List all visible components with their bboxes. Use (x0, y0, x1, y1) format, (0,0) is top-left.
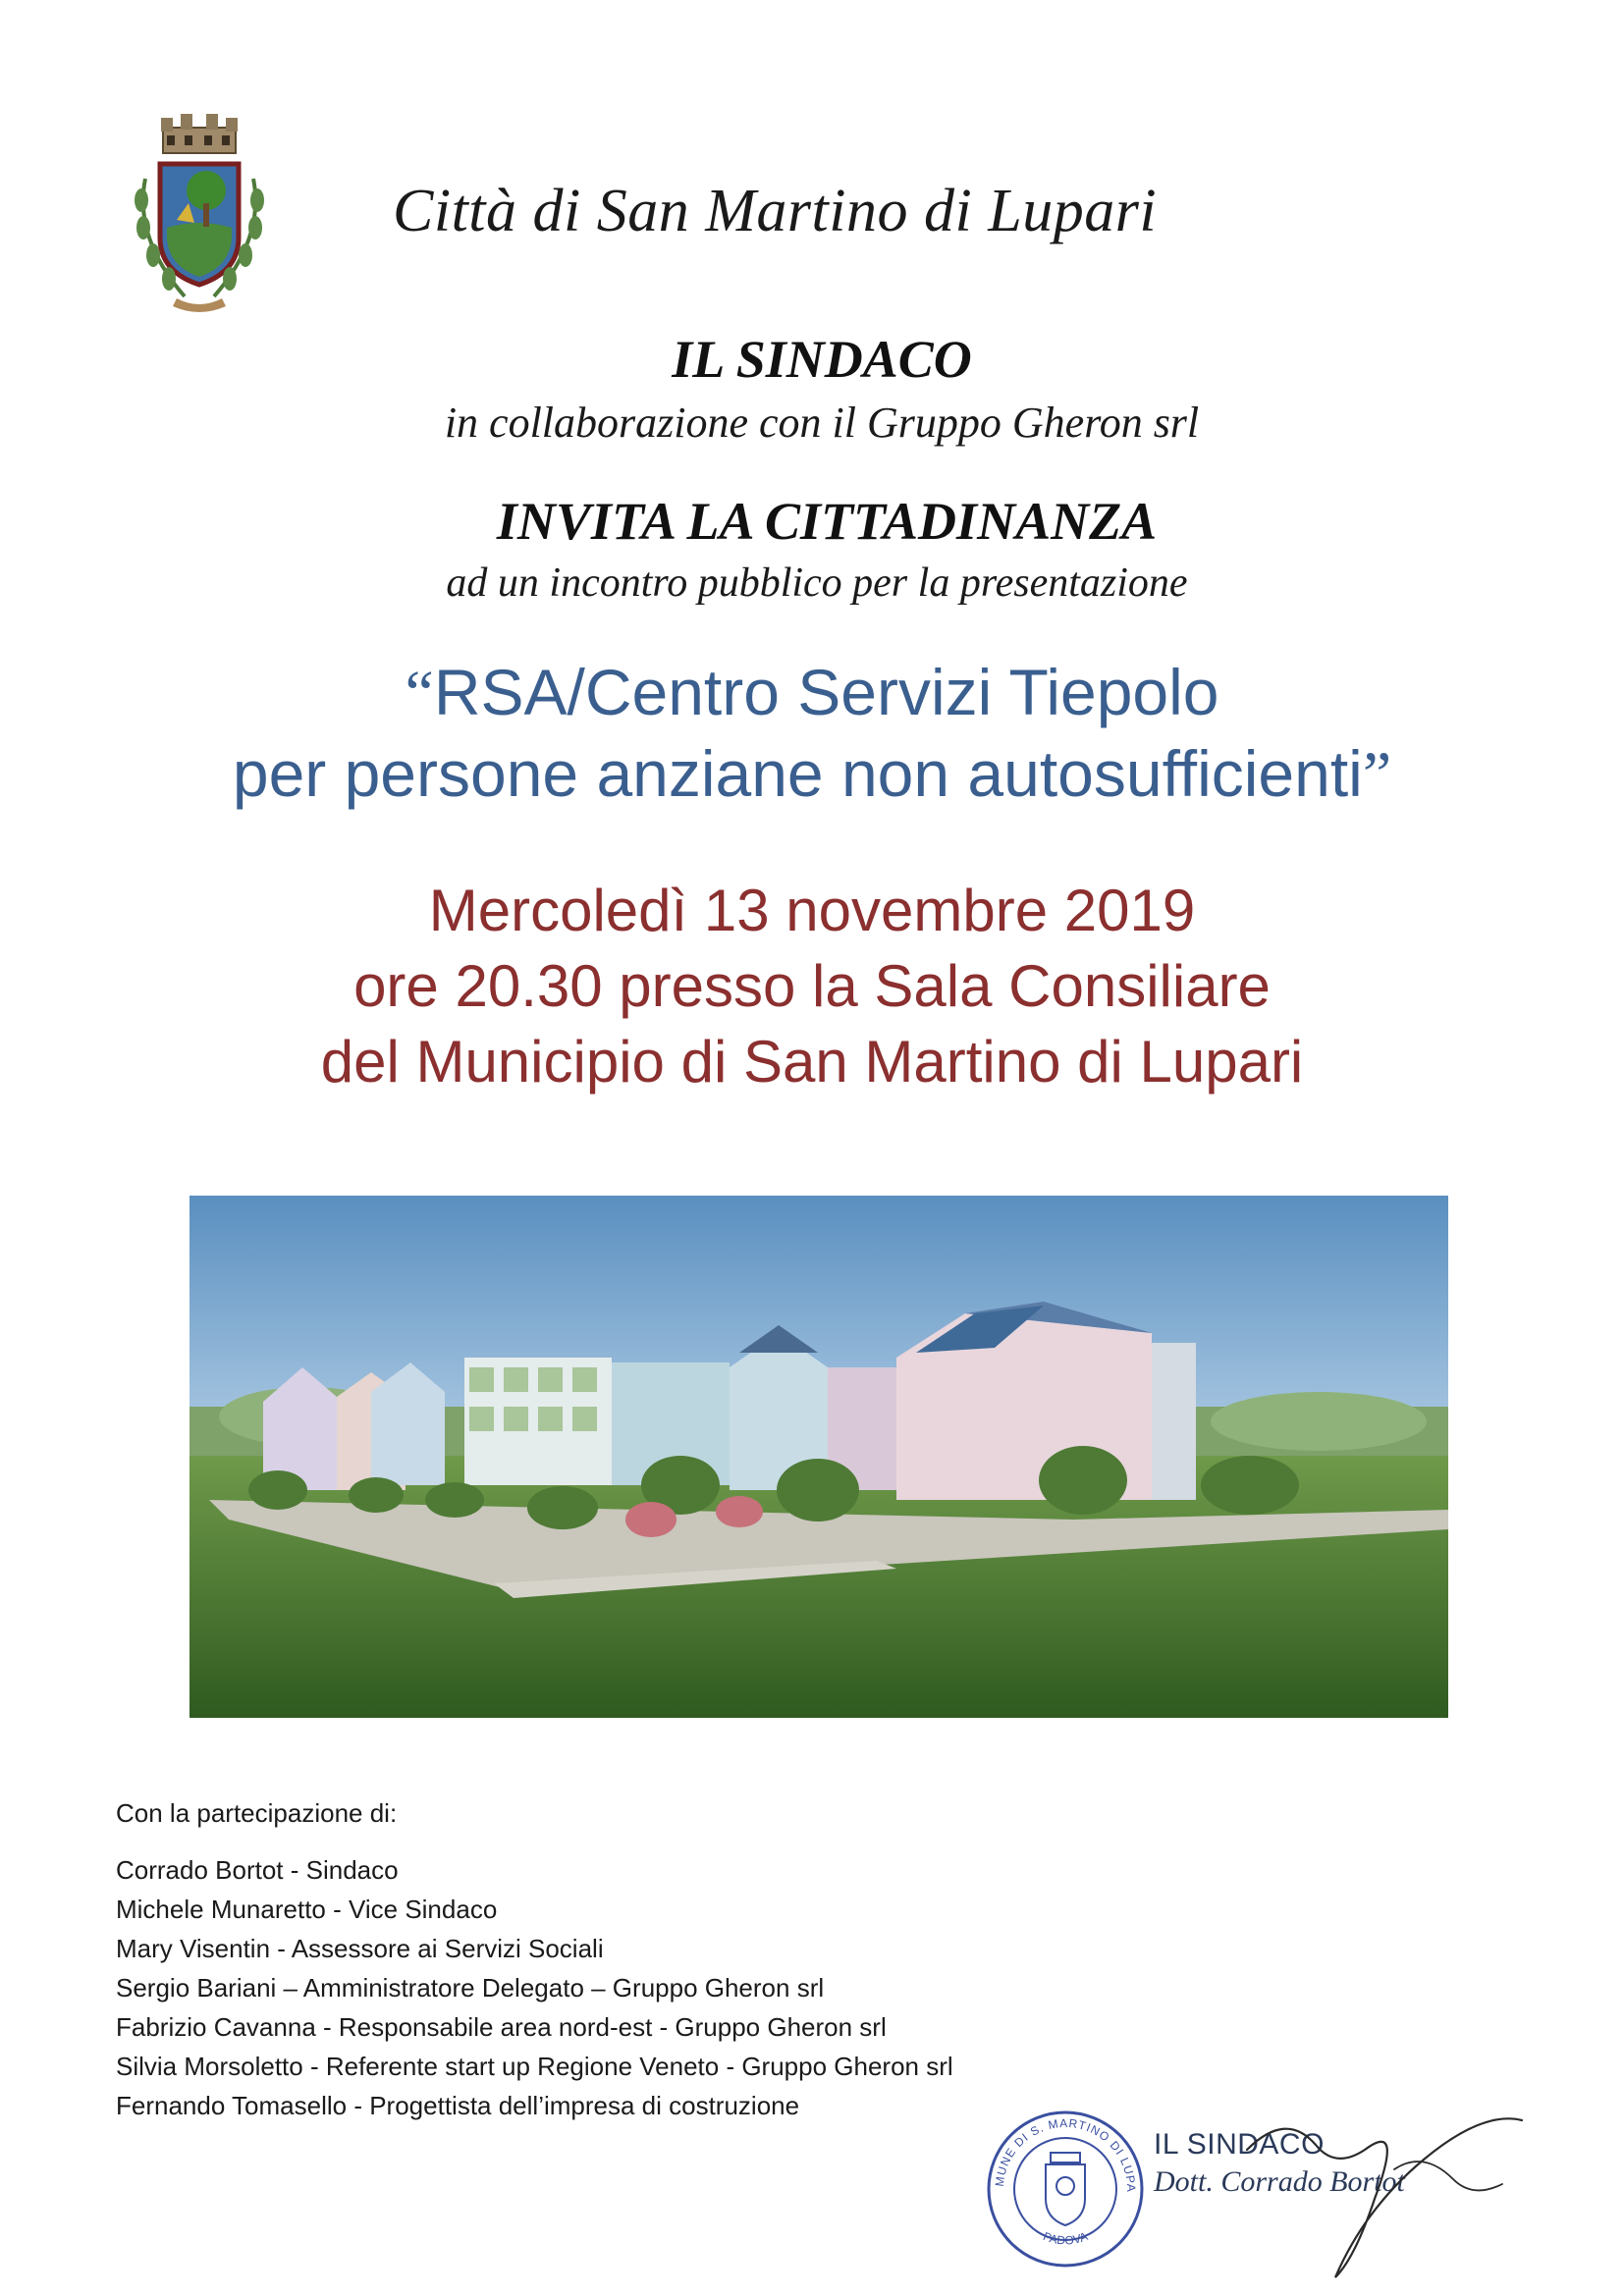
participant-row: Sergio Bariani – Amministratore Delegato – Gruppo Gheron srl (116, 1973, 825, 2002)
participant-row: Silvia Morsoletto - Referente start up Regione Veneto - Gruppo Gheron srl (116, 2052, 953, 2081)
presentation-line: ad un incontro pubblico per la presentazione (446, 561, 1188, 606)
event-venue: del Municipio di San Martino di Lupari (320, 1028, 1304, 1095)
project-title-line-1 (0, 653, 1624, 734)
collaboration-line: in collaborazione con il Gruppo Gheron srl (444, 399, 1200, 447)
svg-text:PADOVA: PADOVA (1041, 2228, 1090, 2248)
municipal-stamp-icon (982, 2106, 1149, 2272)
svg-text:COMUNE DI S. MARTINO DI LUPARI: MUNE DI S. MARTINO DI LUPA (992, 2115, 1139, 2193)
sindaco-heading: IL SINDACO (672, 330, 972, 389)
participants-section (116, 1798, 1147, 2125)
signature-name: Dott. Corrado Bortot (1154, 2165, 1405, 2198)
project-line-2-text: per persone anziane non autosufficienti (232, 736, 1363, 810)
invitation-heading: INVITA LA CITTADINANZA (496, 492, 1158, 551)
participant-row: Fernando Tomasello - Progettista dell’impresa di costruzione (116, 2091, 800, 2120)
event-time-place: ore 20.30 presso la Sala Consiliare (353, 952, 1271, 1019)
city-title: Città di San Martino di Lupari (393, 178, 1158, 244)
event-details (0, 874, 1624, 1099)
participant-row: Corrado Bortot - Sindaco (116, 1855, 399, 1885)
participant-row: Michele Munaretto - Vice Sindaco (116, 1895, 498, 1924)
close-quote: ” (1362, 738, 1392, 811)
participant-row: Fabrizio Cavanna - Responsabile area nord-est - Gruppo Gheron srl (116, 2012, 887, 2042)
handwritten-signature-icon (1227, 2091, 1542, 2287)
open-quote: “ (405, 658, 434, 729)
project-title-line-2 (0, 734, 1624, 816)
project-line-1-text: RSA/Centro Servizi Tiepolo (433, 656, 1219, 728)
building-render-image (189, 1196, 1448, 1718)
participant-row: Mary Visentin - Assessore ai Servizi Sociali (116, 1934, 604, 1963)
project-title (0, 653, 1624, 815)
participants-intro: Con la partecipazione di: (116, 1798, 398, 1828)
event-date: Mercoledì 13 novembre 2019 (428, 878, 1196, 943)
signature-title: IL SINDACO (1154, 2128, 1325, 2161)
coat-of-arms-icon (116, 110, 283, 316)
